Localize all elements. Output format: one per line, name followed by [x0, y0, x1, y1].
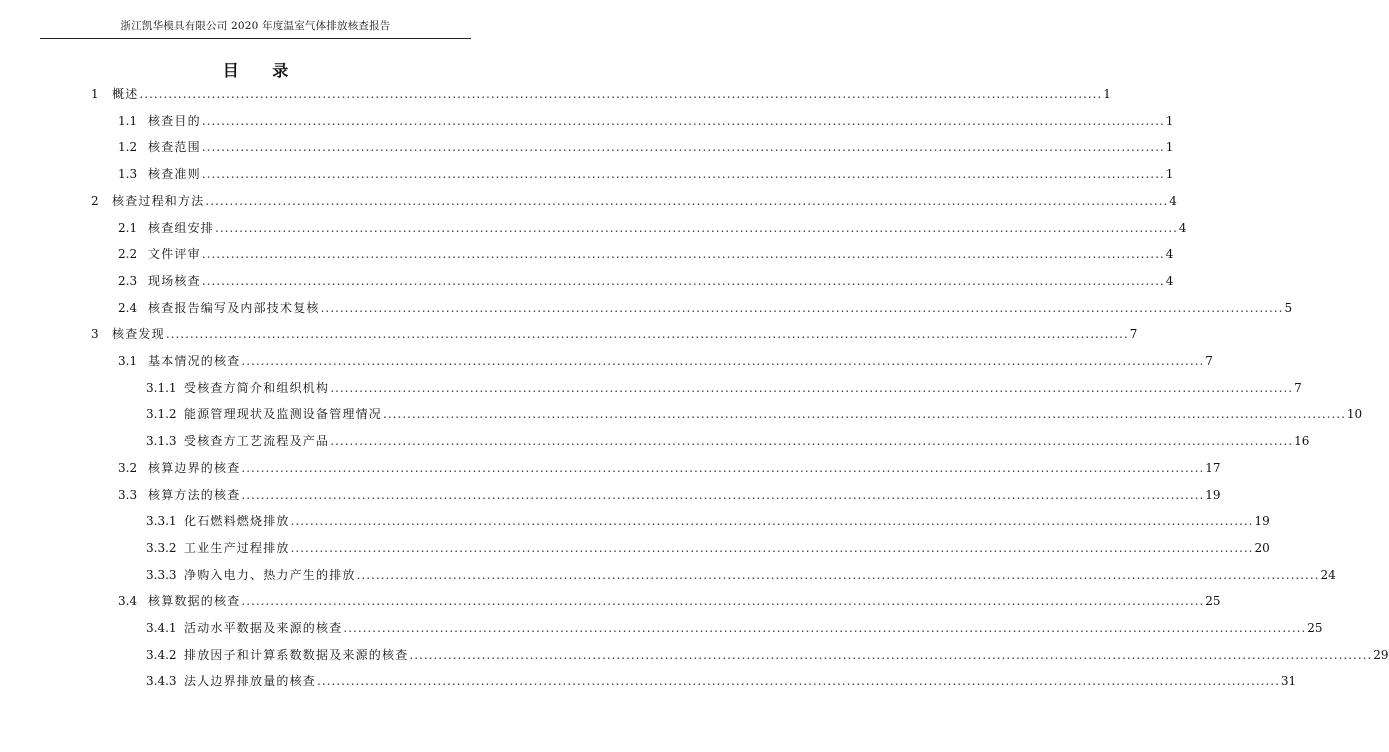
toc-entry-number: 1.3	[118, 167, 138, 182]
toc-entry-page: 7	[1205, 354, 1213, 368]
toc-entry[interactable]	[146, 540, 1270, 555]
dot-leader: ........................................................................................................................................................................................................	[215, 220, 1178, 235]
toc-entry[interactable]	[118, 487, 1221, 502]
dot-leader: ........................................................................................................................................................................................................	[330, 380, 1294, 395]
dot-leader: ........................................................................................................................................................................................................	[201, 167, 1165, 182]
toc-entry-label: 核查组安排	[148, 220, 215, 235]
toc-entry[interactable]	[146, 567, 1336, 582]
dot-leader: ........................................................................................................................................................................................................	[201, 113, 1165, 128]
toc-entry-page: 16	[1294, 434, 1310, 449]
toc-entry-label: 受核查方工艺流程及产品	[184, 434, 330, 449]
toc-entry[interactable]	[146, 514, 1270, 529]
toc-entry-page: 19	[1205, 487, 1221, 502]
toc-entry-page: 10	[1346, 407, 1363, 422]
toc-entry-label: 核算方法的核查	[148, 487, 241, 502]
page-header	[40, 0, 471, 39]
dot-leader: ........................................................................................................................................................................................................	[343, 621, 1307, 635]
toc-entry-page: 25	[1205, 594, 1221, 609]
toc-entry-label: 工业生产过程排放	[184, 540, 290, 555]
dot-leader: ........................................................................................................................................................................................................	[139, 87, 1103, 101]
dot-leader: ........................................................................................................................................................................................................	[201, 273, 1165, 288]
toc-entry[interactable]	[91, 327, 1138, 342]
toc-entry[interactable]	[118, 594, 1221, 609]
toc-entry-number: 3.1	[118, 354, 138, 368]
toc-entry-page: 20	[1254, 540, 1270, 555]
toc-title: 目 录	[222, 61, 303, 80]
toc-entry-number: 3.4.3	[146, 674, 177, 689]
toc-entry-page: 1	[1165, 140, 1174, 155]
toc-entry-page: 1	[1103, 87, 1111, 101]
toc-entry-label: 核算边界的核查	[148, 460, 241, 475]
toc-entry-number: 2.4	[118, 300, 138, 315]
toc-entry-number: 3.2	[118, 460, 138, 475]
toc-entry-number: 1	[91, 87, 99, 101]
toc-entry-page: 17	[1205, 460, 1221, 475]
toc-entry[interactable]	[146, 434, 1310, 449]
dot-leader: ........................................................................................................................................................................................................	[317, 674, 1280, 689]
toc-entry-page: 4	[1165, 273, 1174, 288]
toc-entry-label: 核查范围	[148, 140, 201, 155]
toc-entry[interactable]	[91, 193, 1177, 208]
toc-entry-label: 核查准则	[148, 167, 201, 182]
toc-entry-label: 净购入电力、热力产生的排放	[184, 567, 356, 582]
toc-entry-label: 现场核查	[148, 273, 201, 288]
toc-entry-page: 24	[1320, 567, 1336, 582]
dot-leader: ........................................................................................................................................................................................................	[356, 567, 1320, 582]
toc-entry-label: 法人边界排放量的核查	[184, 674, 317, 689]
toc-entry-number: 2	[91, 193, 99, 208]
toc-entry[interactable]	[146, 647, 1389, 662]
toc-entry[interactable]	[118, 354, 1213, 368]
dot-leader: ........................................................................................................................................................................................................	[320, 300, 1284, 315]
dot-leader: ........................................................................................................................................................................................................	[241, 594, 1205, 609]
toc-entry[interactable]	[118, 220, 1187, 235]
toc-entry[interactable]	[118, 273, 1174, 288]
toc-entry-page: 25	[1307, 621, 1323, 635]
toc-entry-page: 7	[1129, 327, 1138, 342]
toc-entry-page: 1	[1165, 113, 1174, 128]
toc-entry-number: 3.4.2	[146, 647, 177, 662]
toc-entry-page: 5	[1284, 300, 1293, 315]
dot-leader: ........................................................................................................................................................................................................	[201, 140, 1165, 155]
toc-entry-label: 基本情况的核查	[148, 354, 241, 368]
toc-entry-number: 3.1.3	[146, 434, 177, 449]
toc-entry-label: 核查发现	[112, 327, 165, 342]
toc-entry-label: 核查过程和方法	[112, 193, 205, 208]
toc-entry-number: 3.3.1	[146, 514, 177, 529]
toc-entry-label: 核查目的	[148, 113, 201, 128]
toc-entry-label: 受核查方简介和组织机构	[184, 380, 330, 395]
toc-entry-number: 3.3	[118, 487, 138, 502]
toc-entry-number: 3.3.2	[146, 540, 177, 555]
toc-entry[interactable]	[118, 167, 1174, 182]
toc-entry-page: 1	[1165, 167, 1174, 182]
toc-entry-number: 3.4	[118, 594, 138, 609]
toc-entry-number: 3.4.1	[146, 621, 177, 635]
toc-entry-page: 19	[1254, 514, 1270, 529]
dot-leader: ........................................................................................................................................................................................................	[205, 193, 1169, 208]
toc-entry-number: 1.2	[118, 140, 138, 155]
toc-entry-page: 7	[1294, 380, 1302, 395]
toc-entry-page: 31	[1280, 674, 1297, 689]
toc-entry-label: 核算数据的核查	[148, 594, 241, 609]
toc-entry[interactable]	[146, 674, 1297, 689]
toc-entry[interactable]	[146, 407, 1363, 422]
toc-entry-label: 概述	[112, 87, 139, 101]
toc-entry-label: 化石燃料燃烧排放	[184, 514, 290, 529]
dot-leader: ........................................................................................................................................................................................................	[165, 327, 1129, 342]
dot-leader: ........................................................................................................................................................................................................	[409, 647, 1373, 662]
dot-leader: ........................................................................................................................................................................................................	[241, 487, 1205, 502]
toc-entry[interactable]	[146, 621, 1323, 635]
toc-entry[interactable]	[118, 140, 1174, 155]
toc-entry-number: 2.3	[118, 273, 138, 288]
toc-entry[interactable]	[146, 380, 1302, 395]
toc-entry-label: 能源管理现状及监测设备管理情况	[184, 407, 383, 422]
toc-entry-number: 3.1.1	[146, 380, 177, 395]
toc-entry-number: 2.1	[118, 220, 138, 235]
toc-entry-label: 文件评审	[148, 247, 201, 262]
dot-leader: ........................................................................................................................................................................................................	[383, 407, 1346, 422]
toc-entry[interactable]	[91, 87, 1111, 101]
toc-entry[interactable]	[118, 247, 1174, 262]
dot-leader: ........................................................................................................................................................................................................	[241, 460, 1205, 475]
toc-entry-number: 1.1	[118, 113, 138, 128]
dot-leader: ........................................................................................................................................................................................................	[290, 540, 1254, 555]
dot-leader: ........................................................................................................................................................................................................	[290, 514, 1254, 529]
toc-entry-page: 4	[1178, 220, 1187, 235]
dot-leader: ........................................................................................................................................................................................................	[241, 354, 1205, 368]
toc-entry-page: 29	[1373, 647, 1389, 662]
toc-entry-number: 2.2	[118, 247, 138, 262]
toc-entry-number: 3.3.3	[146, 567, 177, 582]
dot-leader: ........................................................................................................................................................................................................	[330, 434, 1294, 449]
toc-entry-number: 3	[91, 327, 99, 342]
toc-entry-label: 活动水平数据及来源的核查	[184, 621, 343, 635]
header-title: 浙江凯华模具有限公司 2020 年度温室气体排放核查报告	[120, 20, 391, 32]
dot-leader: ........................................................................................................................................................................................................	[201, 247, 1165, 262]
toc-entry-page: 4	[1165, 247, 1174, 262]
toc-entry-number: 3.1.2	[146, 407, 177, 422]
toc-entry[interactable]	[118, 113, 1174, 128]
toc-entry-label: 核查报告编写及内部技术复核	[148, 300, 320, 315]
toc-entry-label: 排放因子和计算系数数据及来源的核查	[184, 647, 409, 662]
toc-entry[interactable]	[118, 300, 1293, 315]
toc-entry[interactable]	[118, 460, 1221, 475]
toc-entry-page: 4	[1169, 193, 1177, 208]
